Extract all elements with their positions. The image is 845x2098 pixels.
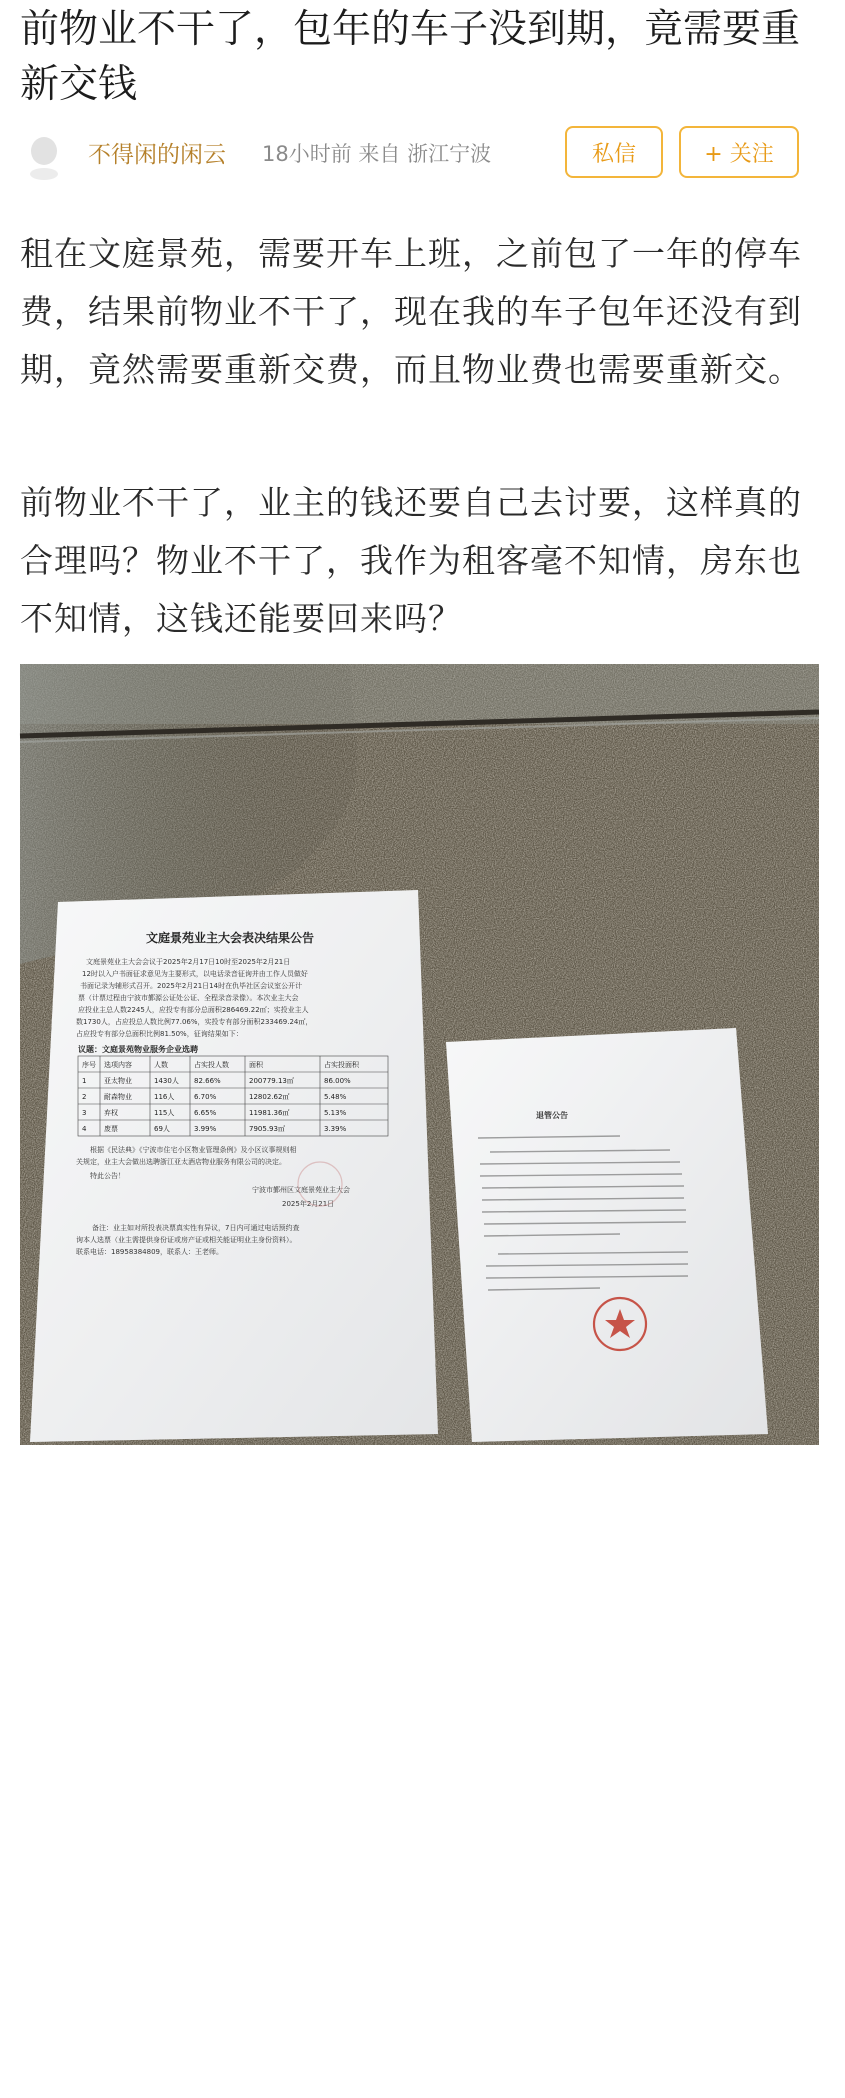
table-cell: 弃权 xyxy=(104,1109,118,1117)
post-time-location: 18小时前 来自 浙江宁波 xyxy=(262,142,492,166)
table-cell: 亚太物业 xyxy=(104,1077,132,1085)
post-paragraph-2: 前物业不干了，业主的钱还要自己去讨要，这样真的合理吗？物业不干了，我作为租客毫不知情，房东也不知情，这钱还能要回来吗？ xyxy=(20,483,802,638)
table-cell: 1430人 xyxy=(154,1077,179,1085)
doc2-title: 退管公告 xyxy=(536,1111,568,1120)
table-cell: 82.66% xyxy=(194,1077,221,1085)
watermark-brand: 东方论坛 xyxy=(725,2043,814,2068)
doc1-special: 特此公告！ xyxy=(90,1172,125,1180)
doc1-sign-date: 2025年2月21日 xyxy=(282,1200,335,1208)
post-title: 前物业不干了，包年的车子没到期，竟需要重新交钱 xyxy=(20,7,801,107)
avatar[interactable] xyxy=(24,134,64,176)
table-cell: 5.13% xyxy=(324,1109,347,1117)
table-cell: 6.70% xyxy=(194,1093,217,1101)
doc1-note: 备注：业主如对所投表决票真实性有异议，7日内可通过电话预约查 xyxy=(92,1224,300,1232)
table-header-cell: 序号 xyxy=(82,1061,96,1069)
doc1-title: 文庭景苑业主大会表决结果公告 xyxy=(145,931,315,945)
svg-text:应投业主总人数2245人，应投专有部分总面积286469.2: 应投业主总人数2245人，应投专有部分总面积286469.22㎡；实投业主人 xyxy=(78,1006,309,1014)
author-bar xyxy=(22,128,822,188)
svg-text:询本人选票（业主需提供身份证或房产证或相关能证明业主身份资料: 询本人选票（业主需提供身份证或房产证或相关能证明业主身份资料）。 xyxy=(76,1236,297,1244)
table-header-cell: 占实投面积 xyxy=(324,1061,359,1069)
table-cell: 115人 xyxy=(154,1109,175,1117)
photo-canvas xyxy=(20,664,819,1445)
table-header-cell: 人数 xyxy=(154,1061,168,1069)
watermark-url: bbs.cnool.net xyxy=(747,2066,829,2080)
table-cell: 6.65% xyxy=(194,1109,217,1117)
svg-text:数1730人，占应投总人数比例77.06%，实投专有部分面积: 数1730人，占应投总人数比例77.06%，实投专有部分面积233469.24㎡， xyxy=(76,1018,313,1026)
svg-text:关规定，业主大会做出选聘浙江亚太酒店物业服务有限公司的决定。: 关规定，业主大会做出选聘浙江亚太酒店物业服务有限公司的决定。 xyxy=(76,1158,286,1166)
doc1-subtitle: 议题：文庭景苑物业服务企业选聘 xyxy=(78,1045,198,1054)
svg-text:票（计票过程由宁波市鄞源公证处公证、全程录音录像）。本次业主: 票（计票过程由宁波市鄞源公证处公证、全程录音录像）。本次业主大会 xyxy=(78,994,299,1002)
table-cell: 3.39% xyxy=(324,1125,347,1133)
table-cell: 1 xyxy=(82,1077,87,1085)
table-cell: 3.99% xyxy=(194,1125,217,1133)
notice-document-1 xyxy=(30,890,438,1442)
table-cell: 废票 xyxy=(104,1125,118,1133)
table-cell: 200779.13㎡ xyxy=(249,1077,294,1085)
private-message-button[interactable]: 私信 xyxy=(565,126,663,178)
table-cell: 116人 xyxy=(154,1093,175,1101)
table-header-cell: 面积 xyxy=(249,1061,263,1069)
notice-document-2 xyxy=(446,1028,768,1442)
table-cell: 5.48% xyxy=(324,1093,347,1101)
svg-text:联系电话：18958384809，联系人：王老师。: 联系电话：18958384809，联系人：王老师。 xyxy=(76,1248,223,1256)
svg-text:书面记录为辅形式召开。2025年2月21日14时在仇毕社区会: 书面记录为辅形式召开。2025年2月21日14时在仇毕社区会议室公开计 xyxy=(80,982,303,990)
table-cell: 2 xyxy=(82,1093,87,1101)
table-cell: 12802.62㎡ xyxy=(249,1093,290,1101)
svg-text:文庭景苑业主大会会议于2025年2月17日10时至2025年: 文庭景苑业主大会会议于2025年2月17日10时至2025年2月21日 xyxy=(86,958,291,966)
post-photo[interactable] xyxy=(20,664,829,2080)
table-cell: 4 xyxy=(82,1125,87,1133)
author-name[interactable]: 不得闲的闲云 xyxy=(88,142,226,168)
svg-text:占应投专有部分总面积比例81.50%，征询结果如下：: 占应投专有部分总面积比例81.50%，征询结果如下： xyxy=(76,1030,243,1038)
doc1-law: 根据《民法典》《宁波市住宅小区物业管理条例》及小区议事规则相 xyxy=(90,1146,297,1154)
table-cell: 11981.36㎡ xyxy=(249,1109,290,1117)
watermark-logo xyxy=(725,2038,845,2098)
table-header-cell: 选项内容 xyxy=(104,1061,132,1069)
table-cell: 7905.93㎡ xyxy=(249,1125,285,1133)
table-header-cell: 占实投人数 xyxy=(194,1061,229,1069)
post-paragraph-1: 租在文庭景苑，需要开车上班，之前包了一年的停车费，结果前物业不干了，现在我的车子包年还没有到期，竟然需要重新交费，而且物业费也需要重新交。 xyxy=(20,234,802,389)
doc1-sign-org: 宁波市鄞州区文庭景苑业主大会 xyxy=(252,1186,350,1194)
table-cell: 86.00% xyxy=(324,1077,351,1085)
table-cell: 耐森物业 xyxy=(104,1093,132,1101)
follow-button[interactable]: + 关注 xyxy=(679,126,799,178)
svg-text:12时以入户书面征求意见为主要形式，以电话录音征询并由工作人: 12时以入户书面征求意见为主要形式，以电话录音征询并由工作人员做好 xyxy=(82,970,308,978)
table-cell: 3 xyxy=(82,1109,87,1117)
table-cell: 69人 xyxy=(154,1125,170,1133)
